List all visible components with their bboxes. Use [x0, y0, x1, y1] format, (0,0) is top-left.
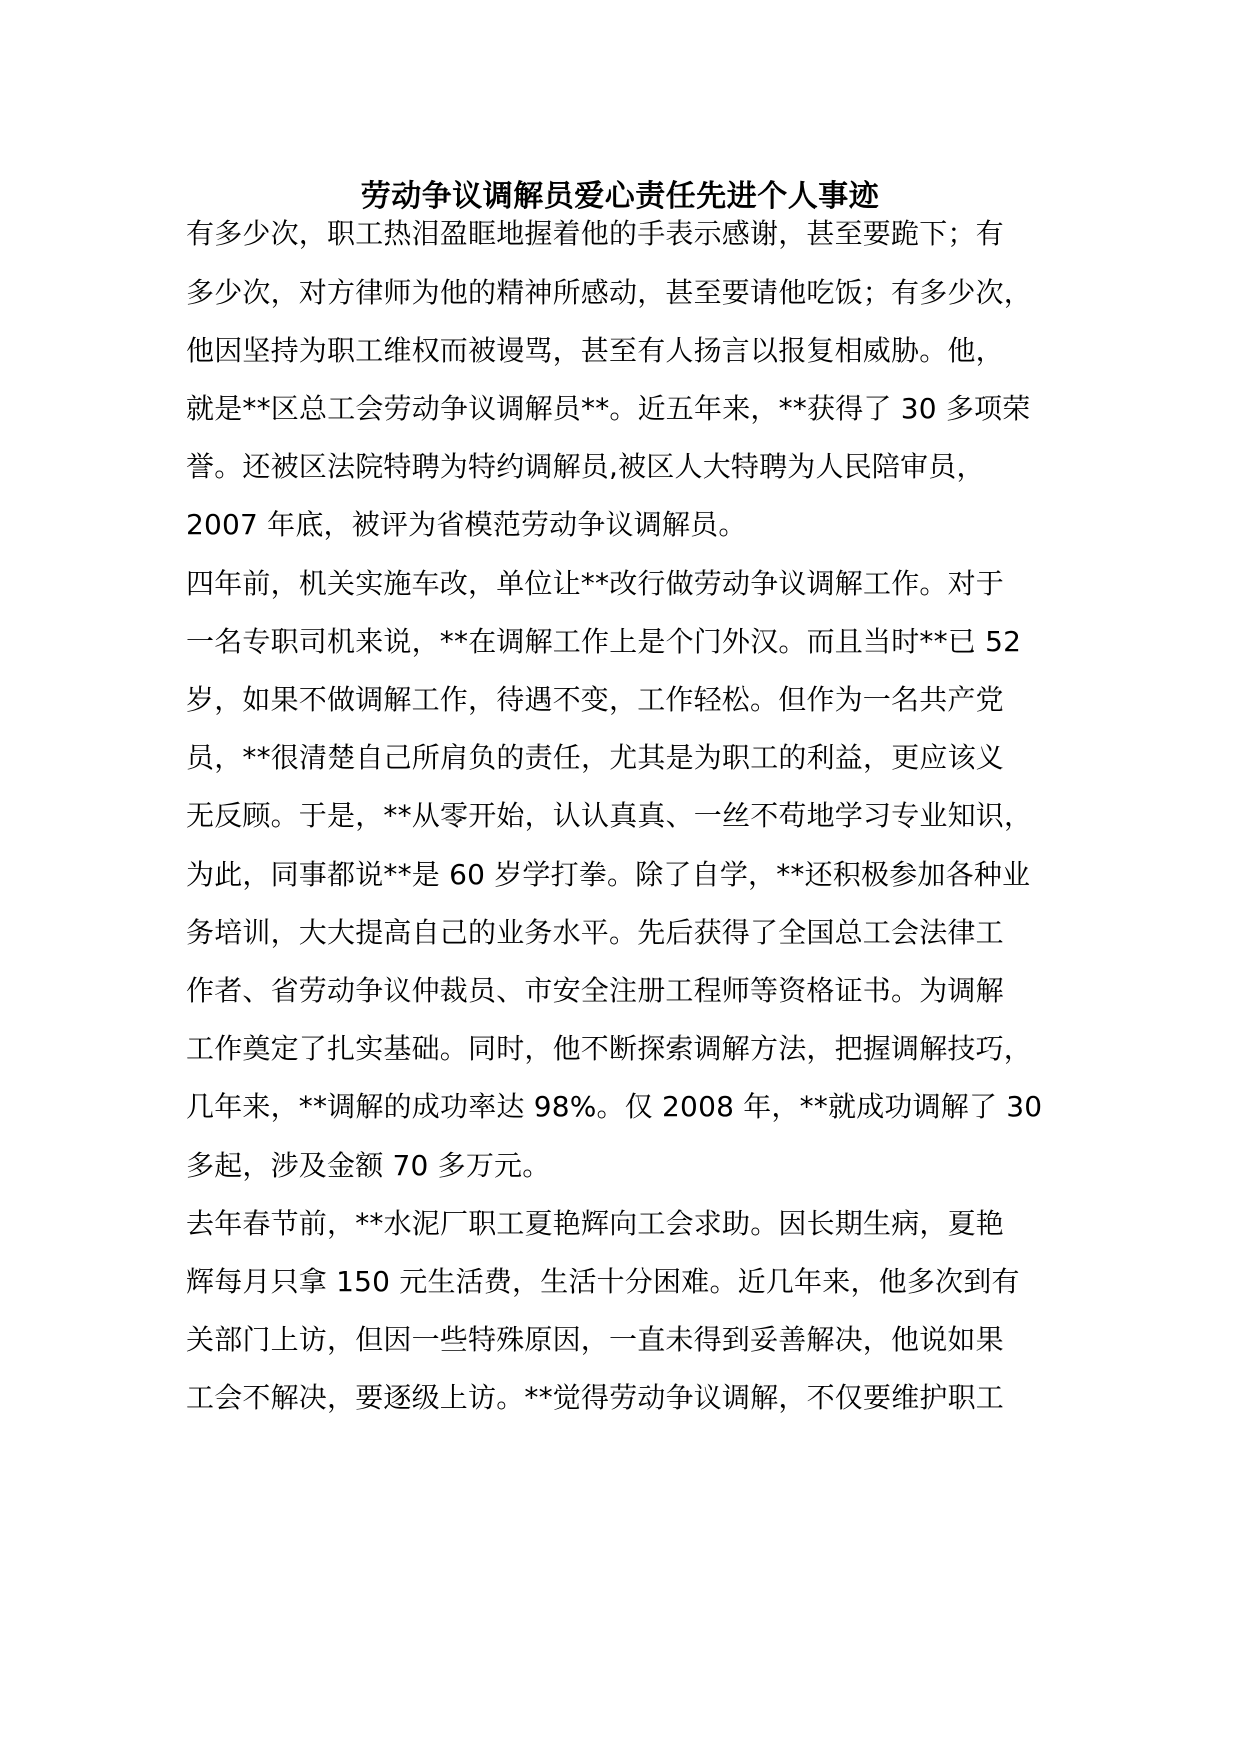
paragraph-2-line-4: 员，**很清楚自己所肩负的责任，尤其是为职工的利益，更应该义 [186, 741, 1005, 774]
paragraph-2-line-8: 作者、省劳动争议仲裁员、市安全注册工程师等资格证书。为调解 [186, 974, 1004, 1007]
paragraph-2-line-9: 工作奠定了扎实基础。同时，他不断探索调解方法，把握调解技巧， [186, 1032, 1033, 1065]
document-title: 劳动争议调解员爱心责任先进个人事迹 [360, 179, 880, 214]
paragraph-1-line-6: 2007 年底，被评为省模范劳动争议调解员。 [186, 508, 747, 541]
paragraph-1-line-3: 他因坚持为职工维权而被谩骂，甚至有人扬言以报复相威胁。他， [186, 334, 1004, 367]
paragraph-2-line-1: 四年前，机关实施车改，单位让**改行做劳动争议调解工作。对于 [186, 567, 1005, 600]
paragraph-2-line-3: 岁，如果不做调解工作，待遇不变，工作轻松。但作为一名共产党 [186, 683, 1004, 716]
paragraph-2-line-5: 无反顾。于是，**从零开始，认认真真、一丝不苟地学习专业知识， [186, 799, 1033, 832]
paragraph-1-line-4: 就是**区总工会劳动争议调解员**。近五年来，**获得了 30 多项荣 [186, 392, 1031, 425]
paragraph-1-line-2: 多少次，对方律师为他的精神所感动，甚至要请他吃饭；有多少次， [186, 276, 1033, 309]
paragraph-3-line-3: 关部门上访，但因一些特殊原因，一直未得到妥善解决，他说如果 [186, 1323, 1004, 1356]
paragraph-2-line-2: 一名专职司机来说，**在调解工作上是个门外汉。而且当时**已 52 [186, 625, 1022, 658]
paragraph-3-line-1: 去年春节前，**水泥厂职工夏艳辉向工会求助。因长期生病，夏艳 [186, 1207, 1005, 1240]
paragraph-1-line-1: 有多少次，职工热泪盈眶地握着他的手表示感谢，甚至要跪下；有 [186, 217, 1004, 250]
paragraph-2-line-7: 务培训，大大提高自己的业务水平。先后获得了全国总工会法律工 [186, 916, 1004, 949]
paragraph-1-line-5: 誉。还被区法院特聘为特约调解员,被区人大特聘为人民陪审员， [186, 450, 985, 483]
paragraph-2-line-10: 几年来，**调解的成功率达 98%。仅 2008 年，**就成功调解了 30 [186, 1090, 1043, 1123]
paragraph-2-line-11: 多起，涉及金额 70 多万元。 [186, 1149, 551, 1182]
paragraph-3-line-4: 工会不解决，要逐级上访。**觉得劳动争议调解，不仅要维护职工 [186, 1381, 1005, 1414]
paragraph-3-line-2: 辉每月只拿 150 元生活费，生活十分困难。近几年来，他多次到有 [186, 1265, 1020, 1298]
paragraph-2-line-6: 为此，同事都说**是 60 岁学打拳。除了自学，**还积极参加各种业 [186, 858, 1031, 891]
